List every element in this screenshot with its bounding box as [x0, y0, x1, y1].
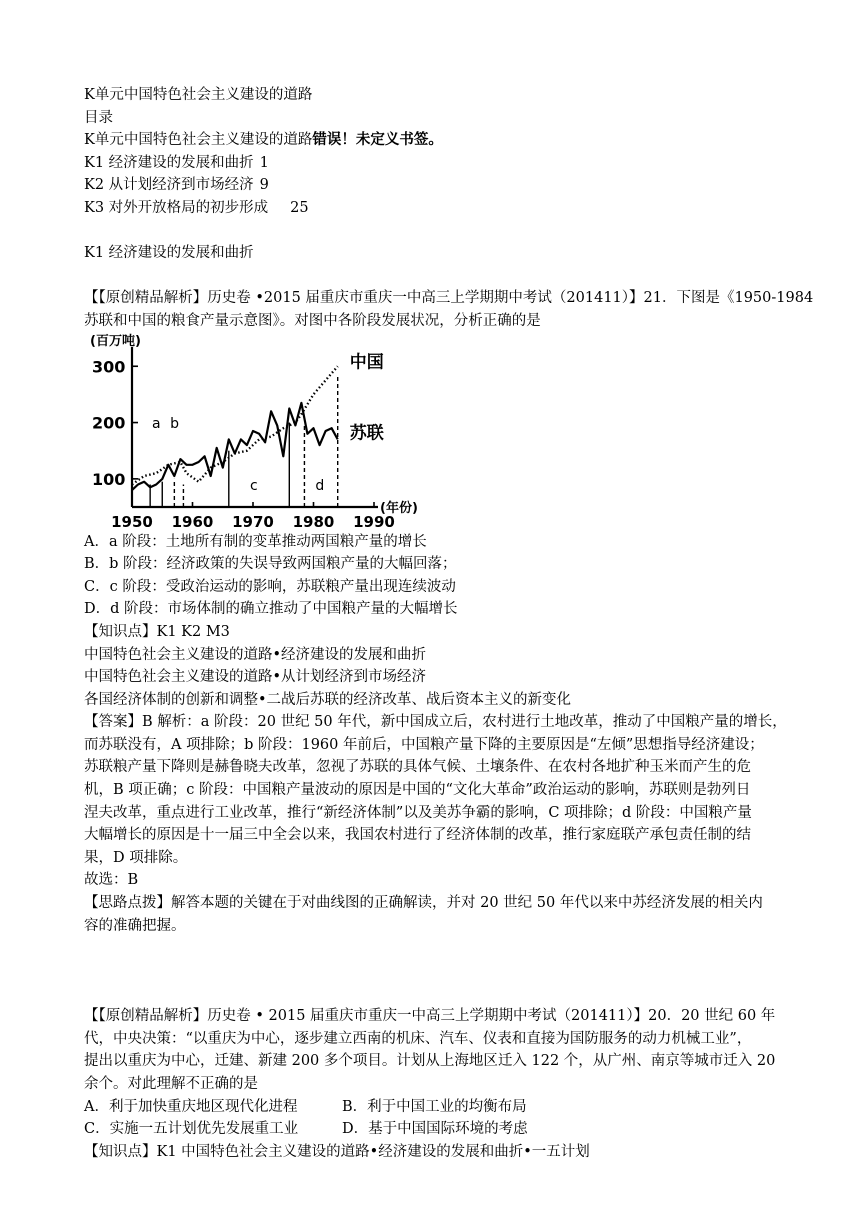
- grain-chart: [84, 333, 434, 531]
- q21-stem-2: 苏联和中国的粮食产量示意图》。对图中各阶段发展状况，分析正确的是: [84, 312, 541, 329]
- toc-item-text: K3 对外开放格局的初步形成: [84, 199, 269, 216]
- series-line-ussr: [132, 402, 338, 489]
- toc-item-page: 1: [259, 154, 269, 171]
- q21-kp-3: 各国经济体制的创新和调整•二战后苏联的经济改革、战后资本主义的新变化: [84, 691, 572, 708]
- toc-line-unit: [84, 129, 784, 152]
- y-tick-label: 100: [92, 469, 126, 489]
- x-axis-label: (年份): [380, 500, 418, 516]
- q21-kp-2: 中国特色社会主义建设的道路•从计划经济到市场经济: [84, 669, 427, 686]
- grain-chart-svg: [84, 333, 434, 531]
- q20-option-d[interactable]: D．基于中国国际环境的考虑: [342, 1121, 528, 1138]
- y-axis-label: (百万吨): [90, 333, 141, 349]
- toc-item-k2[interactable]: [84, 174, 784, 197]
- q21-stem: 【【原创精品解析】历史卷 •2015 届重庆市重庆一中高三上学期期中考试（201411）】21．下图是《1950-1984: [84, 290, 814, 307]
- x-tick-label: 1990: [353, 512, 395, 531]
- q20-stem-3: 提出以重庆为中心，迁建、新建 200 多个项目。计划从上海地区迁入 122 个，从广州、南京等城市迁入 20: [84, 1053, 776, 1070]
- q20-options-row-1: [84, 1096, 784, 1119]
- series-label-ussr: 苏联: [349, 422, 384, 443]
- toc-error-text: 错误！未定义书签。: [312, 131, 443, 149]
- x-tick-label: 1970: [232, 512, 274, 531]
- q20-option-c[interactable]: C．实施一五计划优先发展重工业: [84, 1121, 299, 1138]
- q21-answer-6: 大幅增长的原因是十一届三中全会以来，我国农村进行了经济体制的改革，推行家庭联产承包责任制的结: [84, 827, 751, 844]
- q20-option-b[interactable]: B．利于中国工业的均衡布局: [342, 1098, 527, 1115]
- toc-item-text: K1 经济建设的发展和曲折: [84, 154, 254, 171]
- x-tick-label: 1960: [171, 512, 214, 531]
- q21-answer-4: 机，B 项正确；c 阶段：中国粮产量波动的原因是中国的“文化大革命”政治运动的影响，苏联则是勃列日: [84, 782, 751, 799]
- q21-option-a[interactable]: A．a 阶段：土地所有制的变革推动两国粮产量的增长: [84, 533, 427, 550]
- q21-option-c[interactable]: C．c 阶段：受政治运动的影响，苏联粮产量出现连续波动: [84, 578, 456, 595]
- unit-title: K单元中国特色社会主义建设的道路: [84, 87, 313, 103]
- q21-answer-2: 而苏联没有，A 项排除；b 阶段：1960 年前后，中国粮产量下降的主要原因是“左倾”思想指导经济建设；: [84, 736, 764, 753]
- stage-label: d: [315, 477, 325, 494]
- q20-option-a[interactable]: A．利于加快重庆地区现代化进程: [84, 1098, 298, 1115]
- toc-item-k1[interactable]: [84, 152, 784, 175]
- toc-item-text: K2 从计划经济到市场经济: [84, 177, 254, 194]
- stage-label: b: [170, 415, 180, 432]
- q20-stem-2: 代，中央决策：“以重庆为中心，逐步建立西南的机床、汽车、仪表和直接为国防服务的动力机械工业”，: [84, 1030, 752, 1047]
- q21-kp-1: 中国特色社会主义建设的道路•经济建设的发展和曲折: [84, 646, 427, 663]
- series-label-china: 中国: [349, 351, 384, 372]
- q20-options-row-2: [84, 1118, 784, 1141]
- q21-thinking-2: 容的准确把握。: [84, 917, 186, 934]
- q21-thinking: 【思路点拨】解答本题的关键在于对曲线图的正确解读，并对 20 世纪 50 年代以来中苏经济发展的相关内: [84, 895, 763, 912]
- toc-item-page: 25: [290, 199, 309, 216]
- q21-choose: 故选：B: [84, 872, 139, 889]
- q21-answer-1: 【答案】B 解析：a 阶段：20 世纪 50 年代，新中国成立后，农村进行土地改革，推动了中国粮产量的增长，: [84, 714, 787, 731]
- toc-label: 目录: [84, 109, 113, 126]
- y-tick-label: 300: [92, 356, 126, 376]
- q20-knowledge: 【知识点】K1 中国特色社会主义建设的道路•经济建设的发展和曲折•一五计划: [84, 1143, 590, 1160]
- q20-stem-1: 【【原创精品解析】历史卷 • 2015 届重庆市重庆一中高三上学期期中考试（201411）】20．20 世纪 60 年: [84, 1008, 776, 1025]
- q21-option-b[interactable]: B．b 阶段：经济政策的失误导致两国粮产量的大幅回落；: [84, 556, 457, 573]
- document-page: [84, 84, 814, 1163]
- toc-item-page: 9: [259, 177, 269, 194]
- stage-label: c: [249, 477, 258, 494]
- x-tick-label: 1980: [292, 512, 335, 531]
- q21-option-d[interactable]: D．d 阶段：市场体制的确立推动了中国粮产量的大幅增长: [84, 601, 458, 618]
- q21-knowledge: 【知识点】K1 K2 M3: [84, 623, 230, 640]
- q21-answer-5: 涅夫改革，重点进行工业改革，推行“新经济体制”以及美苏争霸的影响，C 项排除；d 阶段：中国粮产量: [84, 804, 752, 821]
- y-tick-label: 200: [92, 413, 126, 433]
- q20-stem-4: 余个。对此理解不正确的是: [84, 1076, 258, 1092]
- section-title: K1 经济建设的发展和曲折: [84, 245, 254, 262]
- x-tick-label: 1950: [111, 512, 153, 531]
- toc-item-k3[interactable]: [84, 197, 784, 220]
- stage-label: a: [151, 415, 161, 432]
- toc-unit-text: K单元中国特色社会主义建设的道路: [84, 132, 313, 149]
- q21-answer-3: 苏联粮产量下降则是赫鲁晓夫改革，忽视了苏联的具体气候、土壤条件、在农村各地扩种玉米而产生的危: [84, 759, 751, 776]
- q21-answer-7: 果，D 项排除。: [84, 849, 188, 866]
